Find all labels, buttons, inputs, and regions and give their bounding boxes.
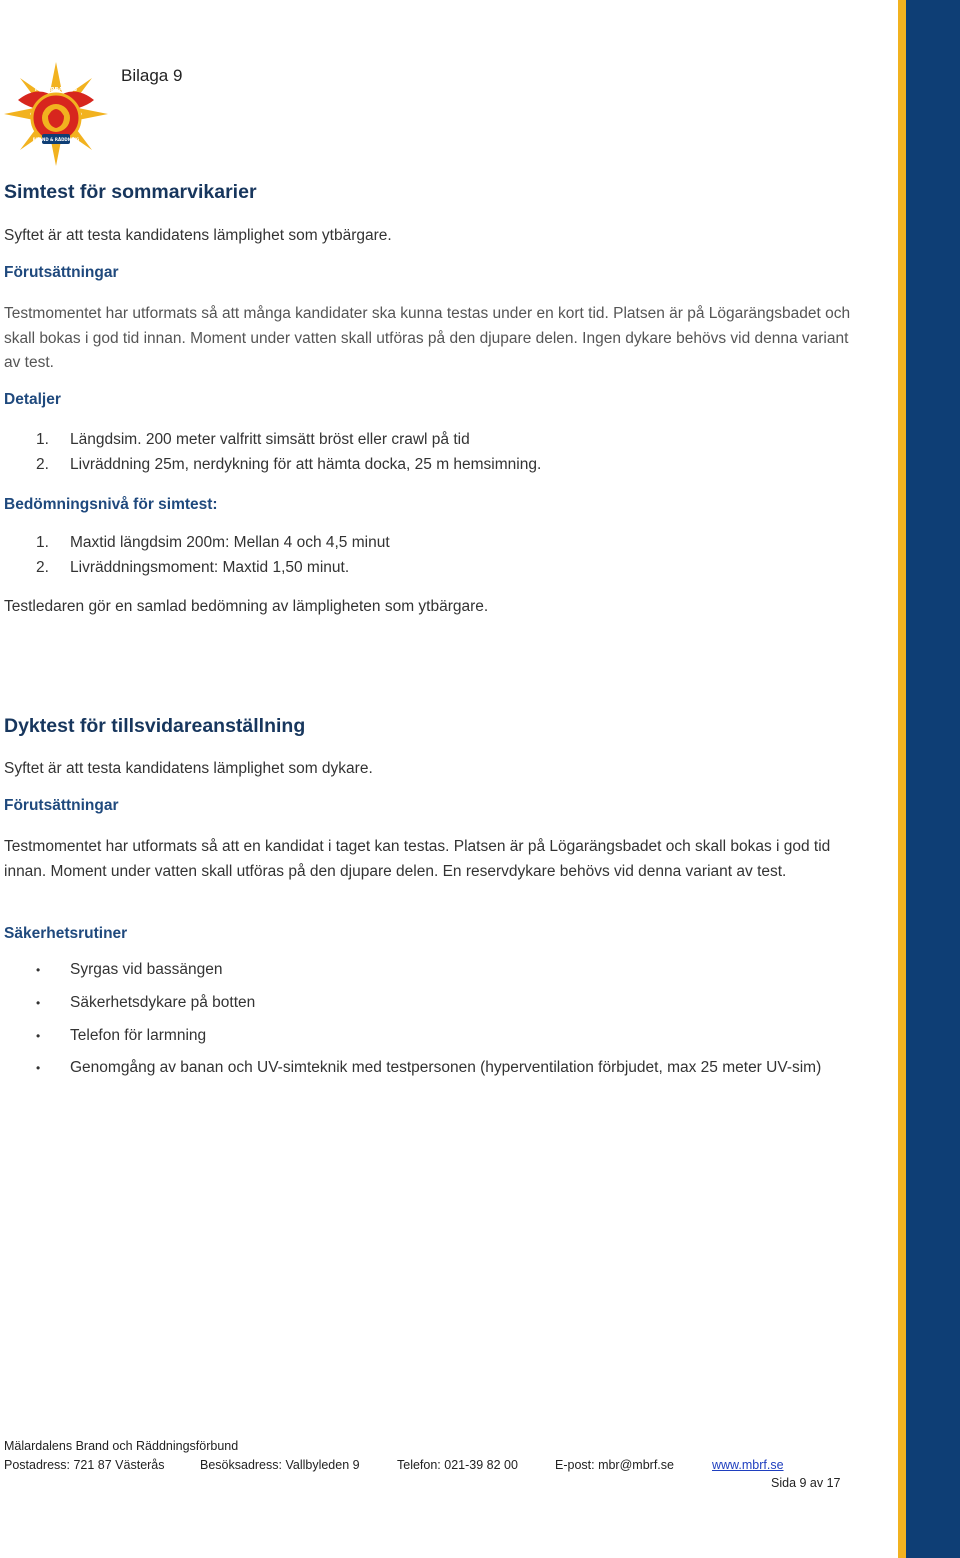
bullet-icon: •: [36, 996, 41, 1010]
section2-prereq-text: Testmomentet har utformats så att en kandidat i taget kan testas. Platsen är på Lögarängsbadet och skall bokas i god tid innan. Moment under vatten skall utföras på den djupare delen. En reservdykare behövs vid denna variant av test.: [4, 838, 831, 880]
list-item-text: Längdsim. 200 meter valfritt simsätt bröst eller crawl på tid: [70, 431, 470, 448]
svg-text:MÄLARDALENS: MÄLARDALENS: [34, 87, 78, 93]
side-decoration-bar: [898, 0, 960, 1558]
footer-visit: Besöksadress: Vallbyleden 9: [200, 1458, 360, 1472]
list-item: [36, 961, 846, 994]
side-bar-gold-stripe: [898, 0, 906, 1558]
list-item: [36, 1059, 846, 1077]
list-item-text: Genomgång av banan och UV-simteknik med testpersonen (hyperventilation förbjudet, max 25 meter UV-sim): [70, 1059, 822, 1076]
list-item: [36, 1027, 846, 1059]
list-item: [36, 453, 541, 478]
list-item-text: Maxtid längdsim 200m: Mellan 4 och 4,5 minut: [70, 534, 390, 551]
section1-details-list: [36, 428, 541, 477]
section1-details-heading: Detaljer: [4, 391, 61, 408]
footer-phone: Telefon: 021-39 82 00: [397, 1458, 518, 1472]
section1-prereq-heading: Förutsättningar: [4, 264, 119, 281]
page-number: Sida 9 av 17: [771, 1476, 841, 1490]
section2-safety-list: [36, 961, 846, 1077]
list-item-text: Livräddning 25m, nerdykning för att hämta docka, 25 m hemsimning.: [70, 455, 542, 473]
footer-email[interactable]: E-post: mbr@mbrf.se: [555, 1458, 674, 1472]
list-item: [36, 428, 541, 453]
list-item-text: Säkerhetsdykare på botten: [70, 994, 256, 1011]
footer-postal: Postadress: 721 87 Västerås: [4, 1458, 165, 1472]
list-item: [36, 531, 390, 556]
section1-assessment-list: [36, 531, 390, 580]
list-item: [36, 994, 846, 1027]
bullet-icon: •: [36, 1029, 41, 1043]
bullet-icon: •: [36, 1061, 41, 1075]
section2-safety-heading: Säkerhetsrutiner: [4, 925, 128, 942]
footer-org: Mälardalens Brand och Räddningsförbund: [4, 1439, 239, 1453]
section1-title: Simtest för sommarvikarier: [4, 181, 257, 203]
section2-title: Dyktest för tillsvidareanställning: [4, 715, 306, 737]
side-bar-blue-stripe: [906, 0, 960, 1558]
footer-website-link[interactable]: www.mbrf.se: [712, 1458, 784, 1472]
list-item-number: 1.: [36, 534, 49, 551]
bullet-icon: •: [36, 963, 41, 977]
section1-conclusion: Testledaren gör en samlad bedömning av lämpligheten som ytbärgare.: [4, 598, 489, 615]
section1-purpose: Syftet är att testa kandidatens lämplighet som ytbärgare.: [4, 227, 392, 244]
section1-prereq-text: Testmomentet har utformats så att många kandidater ska kunna testas under en kort tid. Platsen är på Lögarängsbadet och skall bokas i god tid innan. Moment under vatten skall utföras på den djupare delen. Ingen dykare behövs vid denna variant av test.: [4, 305, 851, 371]
list-item-number: 1.: [36, 431, 49, 448]
fire-brigade-logo-icon: [4, 62, 108, 166]
list-item-text: Livräddningsmoment: Maxtid 1,50 minut.: [70, 558, 350, 576]
list-item-number: 2.: [36, 455, 49, 473]
list-item-text: Telefon för larmning: [70, 1027, 207, 1044]
section2-purpose: Syftet är att testa kandidatens lämplighet som dykare.: [4, 760, 373, 777]
appendix-label: Bilaga 9: [121, 66, 183, 85]
section1-assessment-heading: Bedömningsnivå för simtest:: [4, 496, 218, 513]
list-item-number: 2.: [36, 558, 49, 576]
list-item-text: Syrgas vid bassängen: [70, 961, 223, 978]
svg-text:BRAND & RÄDDNING: BRAND & RÄDDNING: [32, 137, 80, 142]
list-item: [36, 556, 390, 581]
footer-contact-row: [4, 1458, 784, 1472]
section2-prereq-heading: Förutsättningar: [4, 797, 119, 814]
